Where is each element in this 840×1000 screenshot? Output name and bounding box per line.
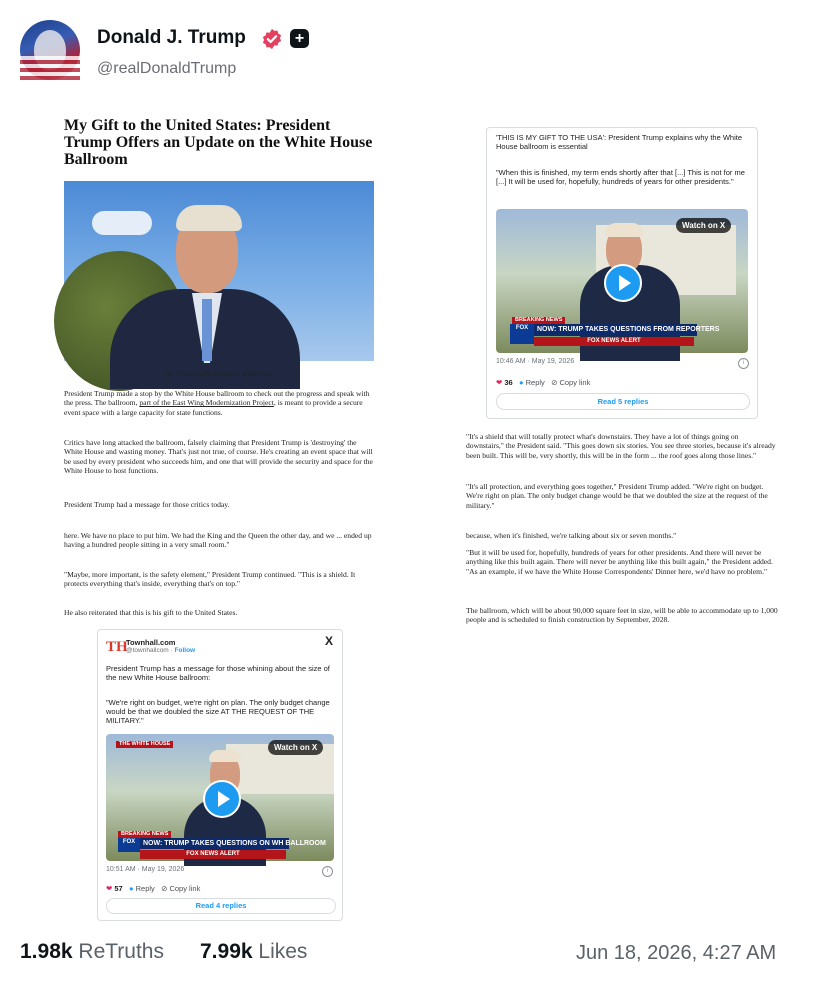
- article-right-paragraph-4: "But it will be used for, hopefully, hundreds of years for other presidents. And there will never be anything like this built again. There will never be anything like this built again," the President added. "As an example, if we have the White House Correspondents' Dinner here, we'd have no problem.": [466, 548, 773, 576]
- link-icon: ⊘: [161, 884, 168, 893]
- photo-caption: AP Photo/Julia Demaree Nikhinson: [165, 369, 273, 378]
- article-right-paragraph-5: The ballroom, which will be about 90,000 square feet in size, will be able to accommodate up to 1,000 people and is scheduled to finish construction by September, 2028.: [466, 606, 778, 625]
- fox-alert-bar: FOX NEWS ALERT: [534, 337, 694, 346]
- article-right-paragraph-2: "It's all protection, and everything goes together," President Trump added. "We're right on budget. We're right on plan. The only budget change would be that we doubled the size at the request of the military.": [466, 482, 768, 510]
- corner-tag: THE WHITE HOUSE: [116, 741, 173, 748]
- embed-account-handle: @townhallcom · Follow: [126, 647, 196, 654]
- play-button-icon[interactable]: [604, 264, 642, 302]
- video-chyron: NOW: TRUMP TAKES QUESTIONS ON WH BALLROOM: [140, 838, 289, 849]
- article-right-paragraph-1: "It's a shield that will totally protect what's downstairs. They have a lot of things going on downstairs," the President said. "This goes down six stories. You see three stories, because it's already been built. This will be, very shortly, this will be in the form ... the roof goes along those lines.": [466, 432, 776, 460]
- play-button-icon[interactable]: [203, 780, 241, 818]
- read-replies-button[interactable]: Read 4 replies: [106, 898, 336, 914]
- embed-bottom-text-2: "We're right on budget, we're right on plan. The only budget change would be that we doubled the size AT THE REQUEST OF THE MILITARY.": [106, 698, 330, 726]
- avatar-flag-stripes: [20, 56, 80, 80]
- embed-bottom-actions: ❤ 57 ● Reply ⊘ Copy link: [106, 884, 201, 893]
- verified-badge-icon: [261, 28, 283, 50]
- embed-top-text-2: "When this is finished, my term ends shortly after that [...] This is not for me [...] It will be used for, hopefully, hundreds of years for other presidents.": [496, 168, 745, 187]
- read-replies-button[interactable]: Read 5 replies: [496, 393, 750, 410]
- article-paragraph-6: He also reiterated that this is his gift to the United States.: [64, 608, 238, 617]
- reply-icon: ●: [129, 884, 134, 893]
- info-icon[interactable]: i: [322, 866, 333, 877]
- article-paragraph-4: here. We have no place to put him. We had the King and the Queen the other day, and we ... ended up having a hundred people sitting in a very small room.": [64, 531, 372, 550]
- info-icon[interactable]: i: [738, 358, 749, 369]
- article-paragraph-1: President Trump made a stop by the White House ballroom to check out the progress and speak with the press. The ballroom, part of the East Wing Modernization Project, is meant to provide a secure event space with a large capacity for state functions.: [64, 389, 370, 417]
- embed-top-text-1: 'THIS IS MY GIFT TO THE USA': President Trump explains why the White House ballroom is essential: [496, 133, 743, 152]
- embed-top-actions: ❤ 36 ● Reply ⊘ Copy link: [496, 378, 591, 387]
- townhall-logo: TH: [106, 639, 128, 655]
- heart-icon[interactable]: ❤: [496, 378, 503, 387]
- video-chyron: NOW: TRUMP TAKES QUESTIONS FROM REPORTERS: [534, 324, 697, 336]
- fox-alert-bar: FOX NEWS ALERT: [140, 850, 286, 859]
- reply-button[interactable]: Reply: [135, 884, 155, 893]
- reply-icon: ●: [519, 378, 524, 387]
- embed-bottom-text-1: President Trump has a message for those whining about the size of the new White House ballroom:: [106, 664, 330, 683]
- retruths-count[interactable]: 1.98k ReTruths: [20, 940, 164, 963]
- photo-cloud: [92, 211, 152, 235]
- video-person-hair: [209, 750, 241, 762]
- follow-link[interactable]: Follow: [174, 647, 196, 654]
- article-right-paragraph-3: because, when it's finished, we're talking about six or seven months.": [466, 531, 677, 540]
- fox-news-logo: FOX: [510, 324, 534, 344]
- article-headline: [64, 117, 374, 168]
- east-wing-link[interactable]: part of the East Wing Modernization Project: [139, 398, 274, 408]
- photo-tie: [202, 299, 212, 361]
- article-paragraph-3: President Trump had a message for those critics today.: [64, 500, 230, 509]
- breaking-news-banner: BREAKING NEWS: [512, 317, 565, 324]
- link-icon: ⊘: [551, 378, 558, 387]
- fox-news-logo: FOX: [118, 838, 140, 852]
- embed-bottom-timestamp[interactable]: 10:51 AM · May 19, 2026: [106, 866, 185, 873]
- copy-link-button[interactable]: Copy link: [169, 884, 201, 893]
- article-photo: [64, 181, 374, 361]
- article-paragraph-5: "Maybe, more important, is the safety element," President Trump continued. "This is a shield. It protects everything that's inside, everything that's on top.": [64, 570, 356, 589]
- photo-hair: [176, 205, 242, 231]
- copy-link-button[interactable]: Copy link: [559, 378, 591, 387]
- author-name[interactable]: Donald J. Trump: [97, 27, 246, 48]
- heart-icon[interactable]: ❤: [106, 884, 113, 893]
- article-paragraph-2: Critics have long attacked the ballroom, falsely claiming that President Trump is 'destroying' the White House and wasting money. That's just not true, of course. He's creating an event space that will be used by every president who succeeds him, and one that will provide the security and space for the White House to host functions.: [64, 438, 373, 476]
- author-avatar[interactable]: [20, 20, 80, 80]
- embed-top-timestamp[interactable]: 10:46 AM · May 19, 2026: [496, 358, 575, 365]
- author-handle[interactable]: @realDonaldTrump: [97, 60, 237, 77]
- x-logo-icon: X: [325, 634, 334, 648]
- headline-main: Trump Offers an Update on the White House Ballroom: [64, 134, 373, 168]
- video-person-hair: [605, 223, 643, 237]
- headline-cut-line: My Gift to the United States: President: [64, 117, 331, 134]
- post-timestamp[interactable]: Jun 18, 2026, 4:27 AM: [576, 942, 777, 964]
- reply-button[interactable]: Reply: [525, 378, 545, 387]
- embed-account-name[interactable]: Townhall.com: [126, 638, 176, 647]
- watch-on-x-button[interactable]: Watch on X: [268, 740, 323, 755]
- breaking-news-banner: BREAKING NEWS: [118, 831, 171, 838]
- plus-badge-icon: +: [290, 29, 309, 48]
- likes-count[interactable]: 7.99k Likes: [200, 940, 308, 963]
- watch-on-x-button[interactable]: Watch on X: [676, 218, 731, 233]
